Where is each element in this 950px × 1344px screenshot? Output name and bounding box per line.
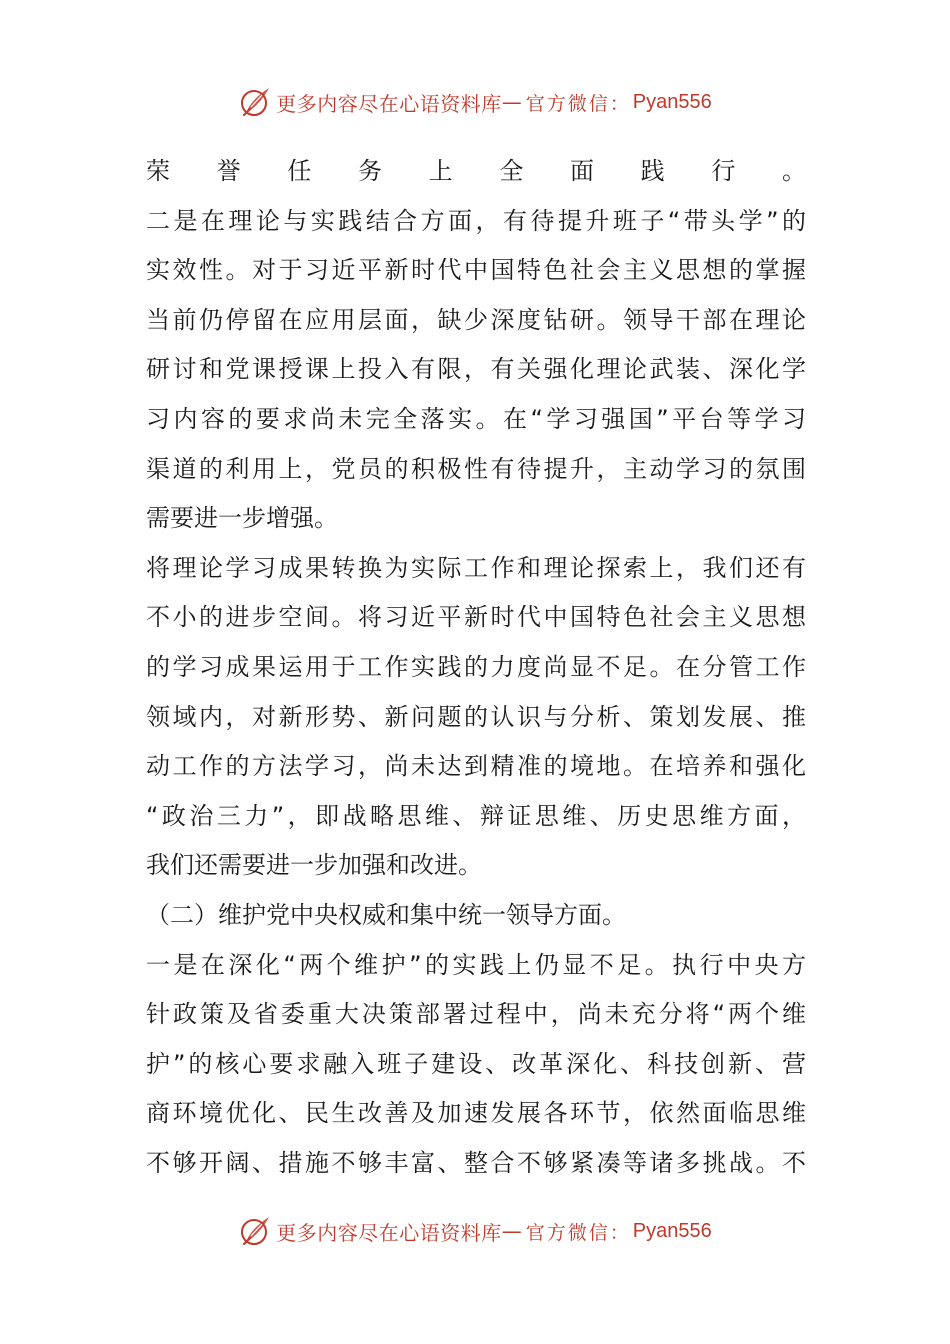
header-dash: — bbox=[501, 90, 522, 114]
text-line: 研讨和党课授课上投入有限，有关强化理论武装、深化学 bbox=[146, 355, 806, 384]
header-wechat-label: 官方微信： bbox=[525, 92, 631, 115]
footer-wechat-label: 官方微信： bbox=[525, 1221, 631, 1244]
text-line: 习内容的要求尚未完全落实。在“学习强国”平台等学习 bbox=[146, 404, 806, 433]
text-line: 荣誉任务上全面践行。 bbox=[146, 157, 806, 185]
quill-logo-icon bbox=[238, 1214, 272, 1248]
footer-wechat-id: Pyan556 bbox=[632, 1219, 712, 1242]
footer-dash: — bbox=[501, 1219, 522, 1243]
section-heading: （二）维护党中央权威和集中统一领导方面。 bbox=[146, 900, 626, 929]
text-line: 商环境优化、民生改善及加速发展各环节，依然面临思维 bbox=[146, 1099, 806, 1128]
text-line: 实效性。对于习近平新时代中国特色社会主义思想的掌握 bbox=[146, 256, 806, 285]
text-line: 我们还需要进一步加强和改进。 bbox=[146, 851, 482, 880]
footer-banner bbox=[0, 1211, 950, 1251]
text-line: 当前仍停留在应用层面，缺少深度钻研。领导干部在理论 bbox=[146, 305, 806, 334]
text-line: 将理论学习成果转换为实际工作和理论探索上，我们还有 bbox=[146, 553, 806, 582]
text-line: “政治三力”，即战略思维、辩证思维、历史思维方面， bbox=[146, 801, 806, 830]
text-line: 的学习成果运用于工作实践的力度尚显不足。在分管工作 bbox=[146, 652, 806, 681]
text-line: 领域内，对新形势、新问题的认识与分析、策划发展、推 bbox=[146, 702, 806, 731]
footer-site-text: 更多内容尽在心语资料库 bbox=[276, 1220, 502, 1245]
quill-logo-icon bbox=[238, 85, 272, 119]
header-site-text: 更多内容尽在心语资料库 bbox=[276, 91, 502, 116]
document-body bbox=[146, 147, 806, 1188]
text-line: 不小的进步空间。将习近平新时代中国特色社会主义思想 bbox=[146, 603, 806, 632]
text-line: 一是在深化“两个维护”的实践上仍显不足。执行中央方 bbox=[146, 950, 806, 979]
text-line: 需要进一步增强。 bbox=[146, 504, 338, 533]
text-line: 二是在理论与实践结合方面，有待提升班子“带头学”的 bbox=[146, 206, 806, 235]
text-line: 动工作的方法学习，尚未达到精准的境地。在培养和强化 bbox=[146, 752, 806, 781]
header-wechat-id: Pyan556 bbox=[632, 90, 712, 113]
header-banner bbox=[0, 82, 950, 122]
text-line: 不够开阔、措施不够丰富、整合不够紧凑等诸多挑战。不 bbox=[146, 1148, 806, 1177]
text-line: 针政策及省委重大决策部署过程中，尚未充分将“两个维 bbox=[146, 1000, 806, 1029]
text-line: 护”的核心要求融入班子建设、改革深化、科技创新、营 bbox=[146, 1049, 806, 1078]
text-line: 渠道的利用上，党员的积极性有待提升，主动学习的氛围 bbox=[146, 454, 806, 483]
